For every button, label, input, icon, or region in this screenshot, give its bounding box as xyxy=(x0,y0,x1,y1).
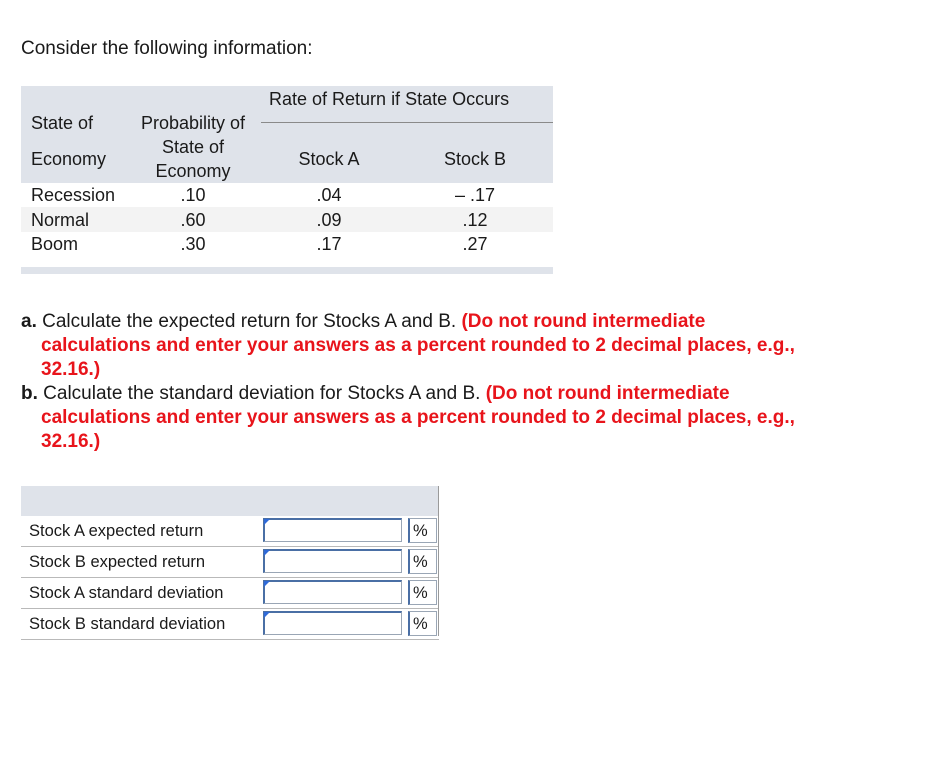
percent-unit: % xyxy=(413,584,428,602)
table-right-border xyxy=(438,486,439,636)
answer-table xyxy=(21,486,439,640)
question-a-label: a. xyxy=(21,311,37,332)
question-a xyxy=(21,310,881,382)
question-a-note-2: calculations and enter your answers as a percent rounded to 2 decimal places, e.g., xyxy=(41,335,795,356)
col-stock-b: Stock B xyxy=(443,149,507,169)
question-b xyxy=(21,382,881,454)
cell-stock-a: .09 xyxy=(316,210,342,230)
col-prob-line1: Probability of xyxy=(129,113,257,134)
answer-table-header xyxy=(21,486,439,516)
answer-label: Stock B expected return xyxy=(29,553,206,571)
answer-row xyxy=(21,516,439,547)
input-flag-icon xyxy=(264,550,270,556)
question-b-text: Calculate the standard deviation for Stocks A and B. xyxy=(43,383,481,404)
cell-stock-b: .12 xyxy=(462,210,488,230)
percent-unit: % xyxy=(413,522,428,540)
answer-label: Stock A expected return xyxy=(29,522,204,540)
cell-prob: .30 xyxy=(180,234,206,254)
col-prob-line2: State of xyxy=(161,137,225,157)
question-a-text: Calculate the expected return for Stocks A and B. xyxy=(42,311,457,332)
cell-stock-a: .04 xyxy=(316,185,342,205)
stock-b-expected-return-input[interactable] xyxy=(263,549,402,573)
input-flag-icon xyxy=(264,519,270,525)
percent-unit: % xyxy=(413,553,428,571)
input-flag-icon xyxy=(264,581,270,587)
answer-row xyxy=(21,547,439,578)
question-a-note-1: (Do not round intermediate xyxy=(461,311,706,332)
cell-prob: .60 xyxy=(180,210,206,230)
percent-unit: % xyxy=(413,615,428,633)
returns-info-table xyxy=(21,86,553,274)
answer-label: Stock B standard deviation xyxy=(29,615,226,633)
col-stock-a: Stock A xyxy=(298,149,360,169)
stock-a-std-dev-input[interactable] xyxy=(263,580,402,604)
cell-stock-a: .17 xyxy=(316,234,342,254)
cell-state: Boom xyxy=(31,234,79,254)
answer-label: Stock A standard deviation xyxy=(29,584,224,602)
header-divider xyxy=(261,122,553,123)
group-header: Rate of Return if State Occurs xyxy=(269,89,510,109)
intro-text: Consider the following information: xyxy=(21,38,313,59)
col-state-line2: Economy xyxy=(31,149,107,169)
stock-b-std-dev-input[interactable] xyxy=(263,611,402,635)
question-b-note-1: (Do not round intermediate xyxy=(485,383,730,404)
cell-state: Recession xyxy=(31,185,116,205)
question-b-note-3: 32.16.) xyxy=(41,431,101,452)
question-b-note-2: calculations and enter your answers as a percent rounded to 2 decimal places, e.g., xyxy=(41,407,795,428)
input-flag-icon xyxy=(264,612,270,618)
question-b-label: b. xyxy=(21,383,38,404)
answer-row xyxy=(21,609,439,640)
footer-band xyxy=(21,267,553,274)
cell-stock-b: – .17 xyxy=(454,185,496,205)
question-a-note-3: 32.16.) xyxy=(41,359,101,380)
answer-row xyxy=(21,578,439,609)
col-prob-line3: Economy xyxy=(155,161,231,181)
cell-state: Normal xyxy=(31,210,90,230)
cell-prob: .10 xyxy=(180,185,206,205)
stock-a-expected-return-input[interactable] xyxy=(263,518,402,542)
col-state-line1: State of xyxy=(31,113,94,133)
cell-stock-b: .27 xyxy=(462,234,488,254)
